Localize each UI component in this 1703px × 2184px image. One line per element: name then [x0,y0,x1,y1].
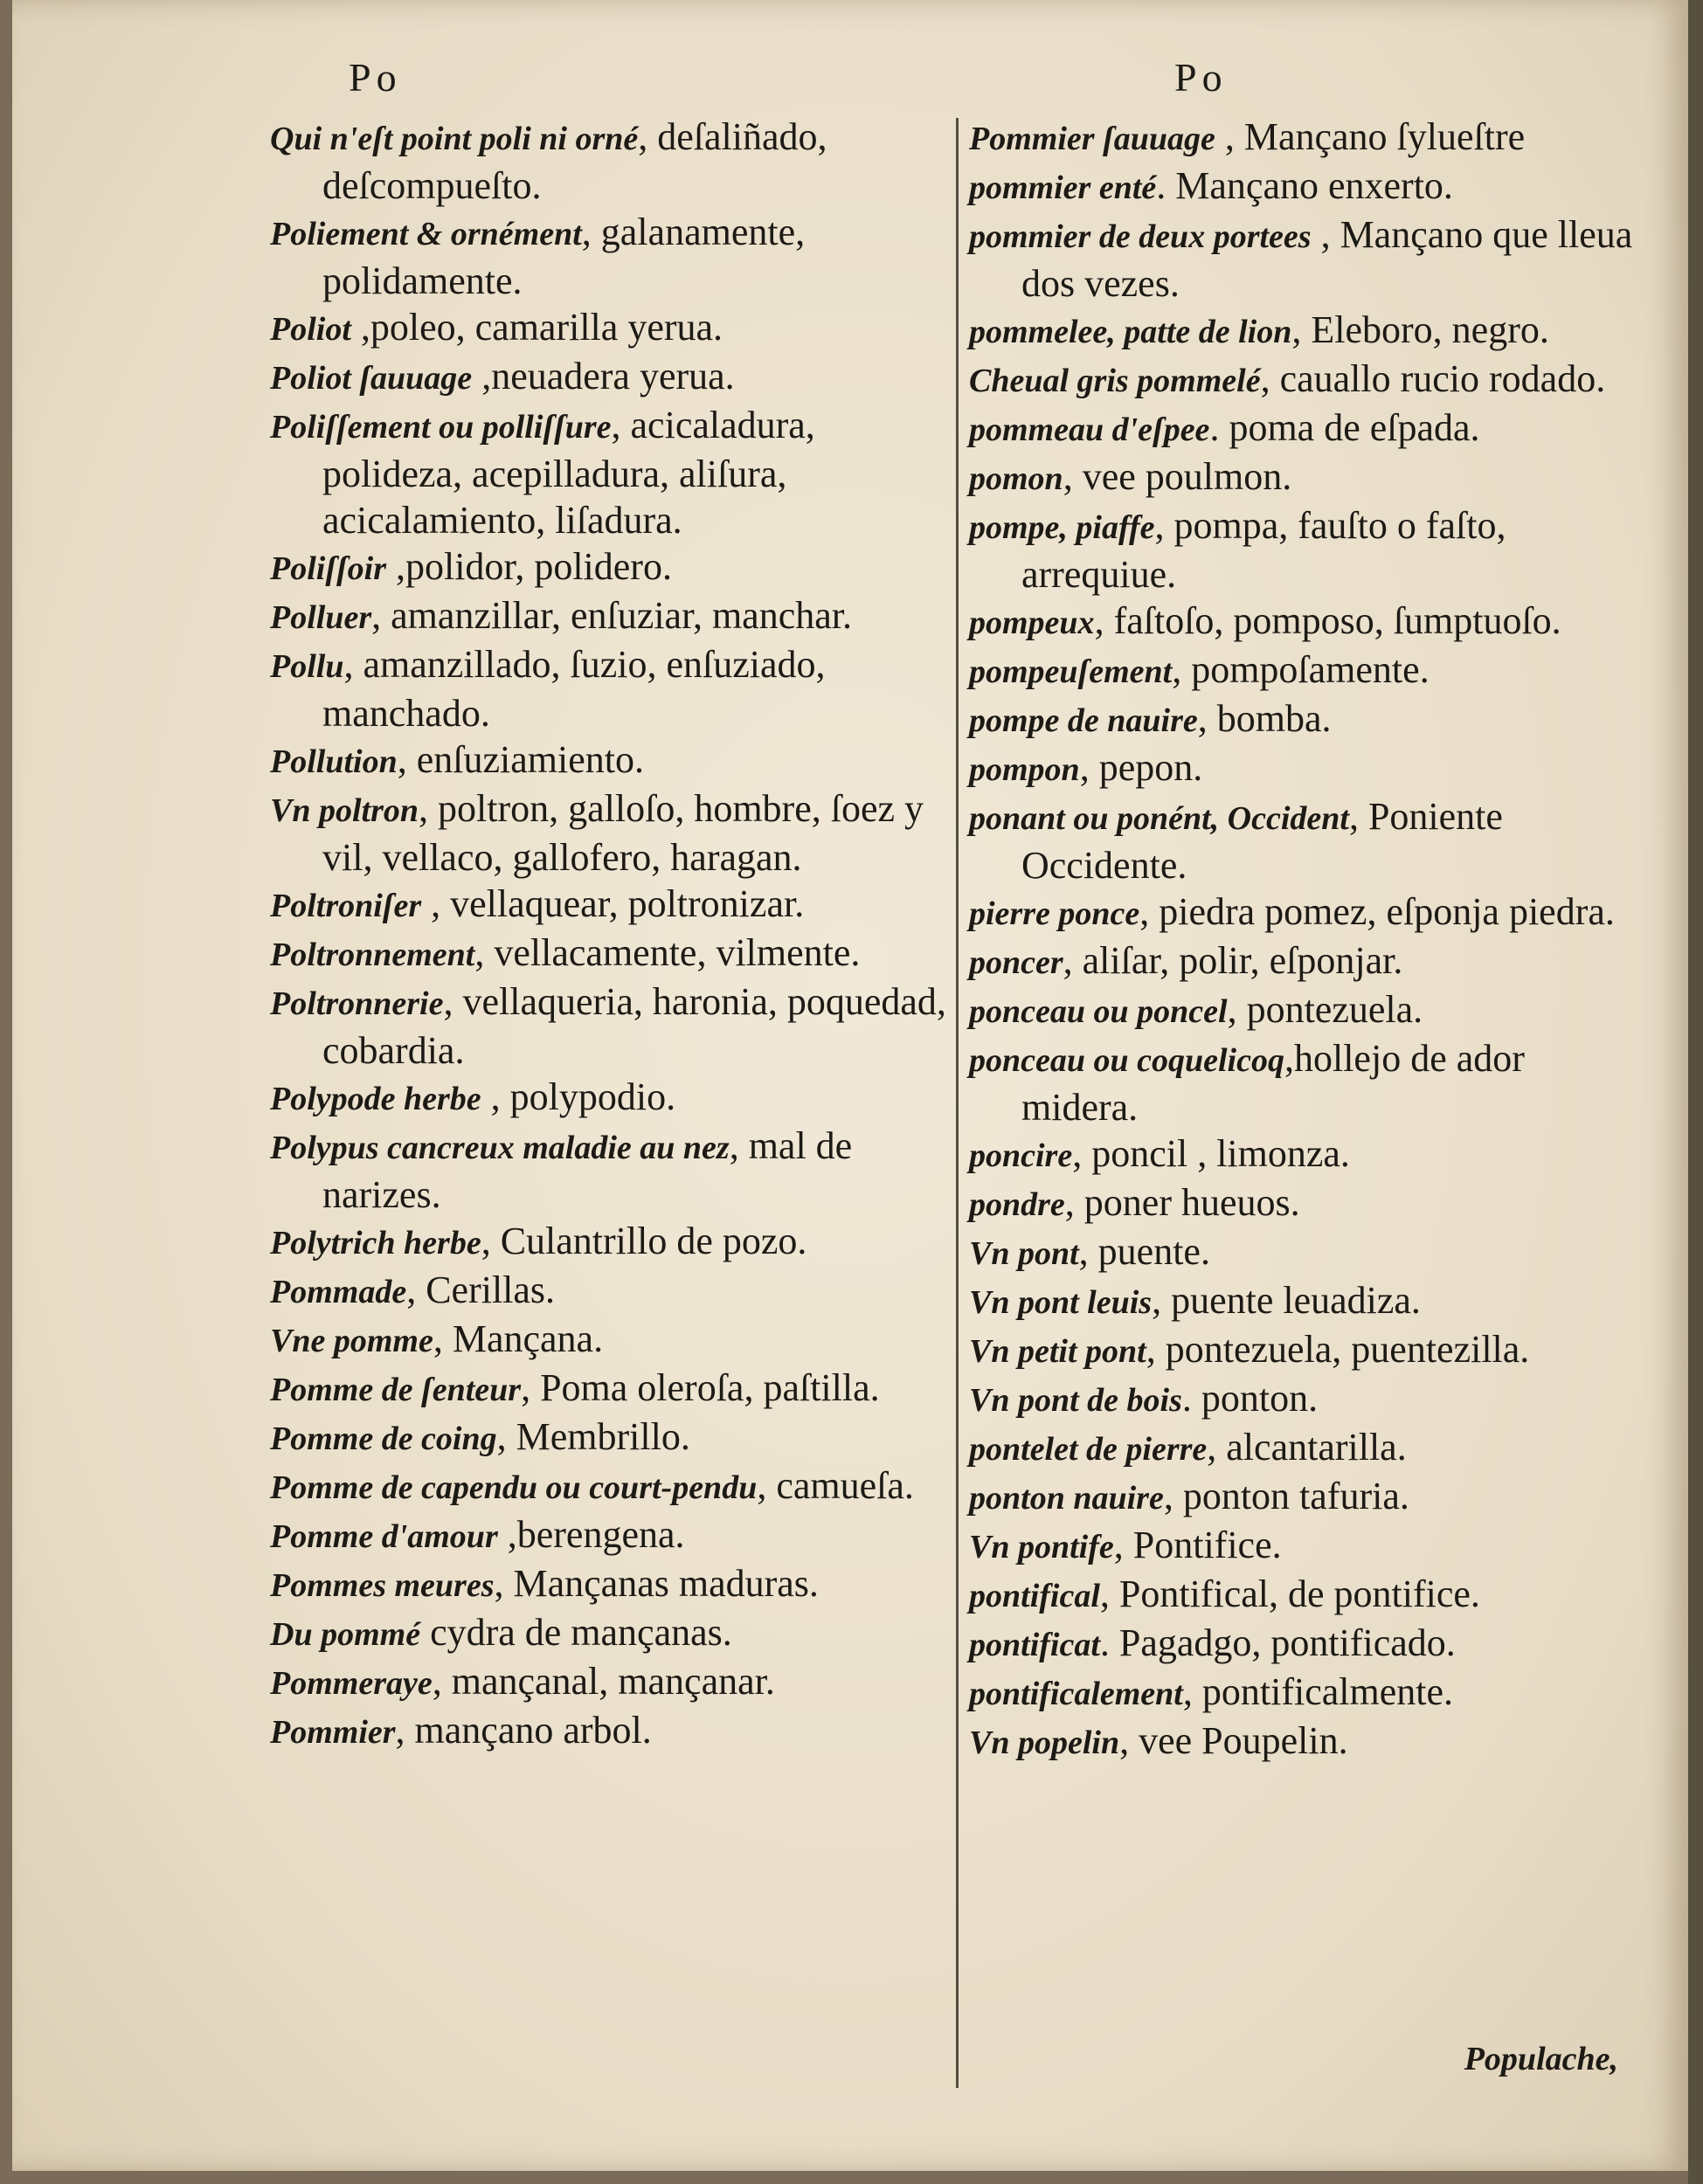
entry-definition: , pontezuela, puentezilla. [1146,1328,1530,1371]
entry-definition: , aliſar, polir, eſponjar. [1063,939,1403,982]
entry-definition: , Mançano ſylueſtre [1215,115,1526,158]
entry-definition: , faſtoſo, pomposo, ſumptuoſo. [1094,599,1561,642]
entry-definition: , camueſa. [757,1464,914,1507]
dictionary-entry [270,881,960,930]
entry-headword: Cheual gris pommelé [969,363,1261,399]
entry-headword: pompon [969,751,1080,788]
entry-definition: . ponton. [1181,1377,1319,1420]
entry-headword: Pollu [270,648,344,685]
entry-definition: ,berengena. [497,1513,685,1556]
dictionary-entry [270,1074,960,1123]
entry-definition: , vee poulmon. [1063,455,1292,498]
dictionary-entry [969,1717,1646,1766]
entry-definition: , vellacamente, vilmente. [474,931,861,974]
entry-headword: Poliot ſauuage [270,360,473,397]
dictionary-entry [969,1571,1646,1620]
entry-definition: , bomba. [1197,697,1332,740]
entry-headword: ponceau ou poncel [969,993,1228,1030]
dictionary-entry [270,1658,960,1707]
dictionary-entry [270,543,960,592]
entry-headword: ponceau ou coquelicoq [969,1042,1284,1079]
entry-definition: . poma de eſpada. [1209,406,1480,449]
dictionary-entry [270,978,960,1074]
entry-definition: , Eleboro, negro. [1291,308,1549,351]
entry-headword: pierre ponce [969,895,1140,932]
dictionary-entry [270,641,960,736]
entry-headword: Vne pomme [270,1323,433,1359]
entry-headword: pondre [969,1186,1065,1223]
entry-headword: pommier de deux portees [969,218,1312,255]
entry-headword: poncer [969,944,1063,981]
entry-definition: , Poniente Occidente. [1021,795,1503,887]
entry-headword: Pomme de ſenteur [270,1372,522,1408]
entry-headword: pontifical [969,1578,1100,1614]
entry-definition: ,neuadera yerua. [472,355,735,397]
dictionary-entry [270,1560,960,1609]
dictionary-entry [969,307,1646,356]
dictionary-entry [270,592,960,641]
entry-definition: , deſaliñado, deſcompueſto. [322,115,827,207]
entry-definition: . Pagadgo, pontificado. [1099,1621,1456,1664]
entry-headword: Du pommé [270,1616,421,1653]
dictionary-entry [270,1413,960,1462]
entry-headword: Poliement & ornément [270,216,582,252]
entry-headword: Pommeraye [270,1665,433,1702]
entry-headword: Pommier [270,1714,396,1751]
entry-headword: Qui n'eſt point poli ni orné [270,121,639,157]
entry-headword: Pommier ſauuage [969,121,1215,157]
dictionary-page [12,0,1688,2171]
entry-definition: , vellaqueria, haronia, poquedad, cobardia. [322,980,946,1072]
entry-definition: , alcantarilla. [1207,1426,1407,1469]
dictionary-entry [969,1522,1646,1571]
entry-headword: Poltronnement [270,936,475,973]
entry-headword: Poltroniſer [270,888,422,924]
entry-headword: ponant ou ponént, Occident [969,800,1349,837]
dictionary-entry [270,1609,960,1658]
entry-definition: , polypodio. [481,1075,676,1118]
dictionary-entry [969,1130,1646,1179]
column-divider [956,118,959,2088]
entry-definition: , Mançana. [433,1317,604,1360]
dictionary-entry [969,404,1646,453]
entry-headword: Polluer [270,599,372,636]
dictionary-entry [969,1375,1646,1424]
entry-definition: , Membrillo. [496,1415,690,1458]
entry-definition: . Mançano enxerto. [1156,164,1453,207]
entry-definition: , poner hueuos. [1064,1181,1300,1224]
dictionary-entry [969,1326,1646,1375]
entry-headword: Poltronnerie [270,985,444,1022]
dictionary-entry [969,793,1646,888]
entry-headword: pompeux [969,605,1095,641]
entry-definition: , pompa, fauſto o faſto, arrequiue. [1021,504,1506,596]
entry-headword: pommelee, patte de lion [969,314,1292,350]
entry-headword: pomon [969,460,1063,497]
entry-headword: Polypode herbe [270,1081,481,1117]
entry-definition: , mançano arbol. [395,1709,652,1752]
entry-definition: , amanzillado, ſuzio, enſuziado, manchado. [322,643,826,735]
entry-headword: Vn pont leuis [969,1284,1153,1321]
entry-definition: , Mançano que lleua dos vezes. [1021,213,1633,305]
entry-headword: poncire [969,1137,1073,1174]
dictionary-entry [270,1316,960,1365]
dictionary-entry [270,209,960,304]
entry-definition: , Poma oleroſa, paſtilla. [521,1366,880,1409]
dictionary-entry [969,114,1646,162]
entry-headword: Vn popelin [969,1724,1120,1761]
dictionary-entry [270,1123,960,1218]
entry-definition: , acicaladura, polideza, acepilladura, aliſura, acicalamiento, liſadura. [322,404,815,542]
dictionary-entry [969,162,1646,211]
entry-headword: pontificat [969,1627,1100,1663]
entry-definition: , Mançanas maduras. [494,1562,819,1605]
dictionary-entry [969,211,1646,307]
dictionary-entry [969,1035,1646,1130]
entry-definition: , pompoſamente. [1172,648,1430,691]
dictionary-entry [969,1669,1646,1717]
dictionary-entry [270,1365,960,1413]
entry-definition: ,poleo, camarilla yerua. [350,306,723,349]
entry-headword: Pomme de coing [270,1420,497,1457]
dictionary-entry [270,1511,960,1560]
catchword: Populache, [1464,2041,1618,2077]
dictionary-entry [969,1424,1646,1473]
left-column [270,114,960,1756]
entry-definition: ,polidor, polidero. [385,545,672,588]
dictionary-entry [969,1620,1646,1669]
entry-definition: , amanzillar, enſuziar, manchar. [371,594,852,637]
entry-headword: pompe, piaffe [969,509,1155,546]
entry-definition: , vee Poupelin. [1119,1719,1348,1762]
entry-headword: Poliſſoir [270,550,386,587]
dictionary-entry [270,1218,960,1267]
entry-definition: , poncil , limonza. [1072,1132,1350,1175]
entry-definition: , mal de narizes. [322,1124,853,1216]
entry-headword: Pollution [270,743,398,780]
entry-definition: , cauallo rucio rodado. [1260,357,1606,400]
entry-definition: , enſuziamiento. [397,738,644,781]
entry-definition: , vellaquear, poltronizar. [421,882,805,925]
dictionary-entry [270,930,960,978]
entry-definition: , Culantrillo de pozo. [481,1220,807,1262]
running-head-left: Po [349,55,402,100]
entry-headword: Pommes meures [270,1567,495,1604]
page-edge [1688,0,1703,2184]
dictionary-entry [969,1277,1646,1326]
dictionary-entry [270,1707,960,1756]
entry-definition: , pontificalmente. [1182,1670,1453,1713]
dictionary-entry [270,402,960,543]
dictionary-entry [969,453,1646,502]
entry-headword: pontelet de pierre [969,1431,1208,1468]
dictionary-entry [969,695,1646,744]
entry-headword: Vn pont [969,1235,1079,1272]
running-head-right: Po [1174,55,1228,100]
entry-headword: Pomme de capendu ou court-pendu [270,1469,758,1506]
entry-headword: pommeau d'eſpee [969,411,1210,448]
dictionary-entry [969,986,1646,1035]
dictionary-entry [969,744,1646,793]
dictionary-entry [969,1228,1646,1277]
dictionary-entry [969,646,1646,695]
entry-headword: Vn pont de bois [969,1382,1182,1419]
entry-headword: Polytrich herbe [270,1225,481,1261]
entry-headword: Vn pontife [969,1529,1114,1565]
entry-definition: cydra de mançanas. [420,1611,732,1654]
entry-definition: , ponton tafuria. [1163,1475,1409,1517]
dictionary-entry [969,502,1646,598]
dictionary-entry [270,114,960,209]
dictionary-entry [270,785,960,881]
dictionary-entry [969,1473,1646,1522]
entry-definition: ,hollejo de ador midera. [1021,1037,1525,1129]
right-column [969,114,1646,1766]
entry-definition: , Pontifical, de pontifice. [1099,1572,1480,1615]
dictionary-entry [969,356,1646,404]
dictionary-entry [270,304,960,353]
entry-definition: , puente leuadiza. [1152,1279,1421,1322]
entry-headword: Polypus cancreux maladie au nez [270,1130,730,1166]
entry-definition: , puente. [1078,1230,1210,1273]
dictionary-entry [969,598,1646,646]
entry-definition: , pepon. [1079,746,1203,789]
dictionary-entry [270,353,960,402]
entry-definition: , Pontifice. [1113,1524,1282,1566]
entry-headword: ponton nauire [969,1480,1164,1517]
dictionary-entry [969,937,1646,986]
entry-headword: Poliſſement ou polliſſure [270,409,612,446]
entry-headword: Pomme d'amour [270,1518,498,1555]
entry-definition: , Cerillas. [406,1268,556,1311]
dictionary-entry [270,736,960,785]
entry-headword: pommier enté [969,169,1157,206]
entry-definition: , galanamente, polidamente. [322,211,806,302]
entry-headword: pontificalement [969,1676,1183,1712]
dictionary-entry [270,1267,960,1316]
dictionary-entry [969,888,1646,937]
dictionary-entry [969,1179,1646,1228]
dictionary-entry [270,1462,960,1511]
entry-definition: , piedra pomez, eſponja piedra. [1139,890,1615,933]
entry-definition: , mançanal, mançanar. [432,1660,775,1703]
entry-headword: Pommade [270,1274,407,1310]
entry-headword: Vn petit pont [969,1333,1146,1370]
entry-headword: Poliot [270,311,351,348]
entry-headword: Vn poltron [270,792,419,829]
entry-definition: , pontezuela. [1227,988,1423,1031]
entry-headword: pompeuſement [969,653,1173,690]
entry-definition: , poltron, galloſo, hombre, ſoez y vil, vellaco, gallofero, haragan. [322,787,924,879]
entry-headword: pompe de nauire [969,702,1198,739]
